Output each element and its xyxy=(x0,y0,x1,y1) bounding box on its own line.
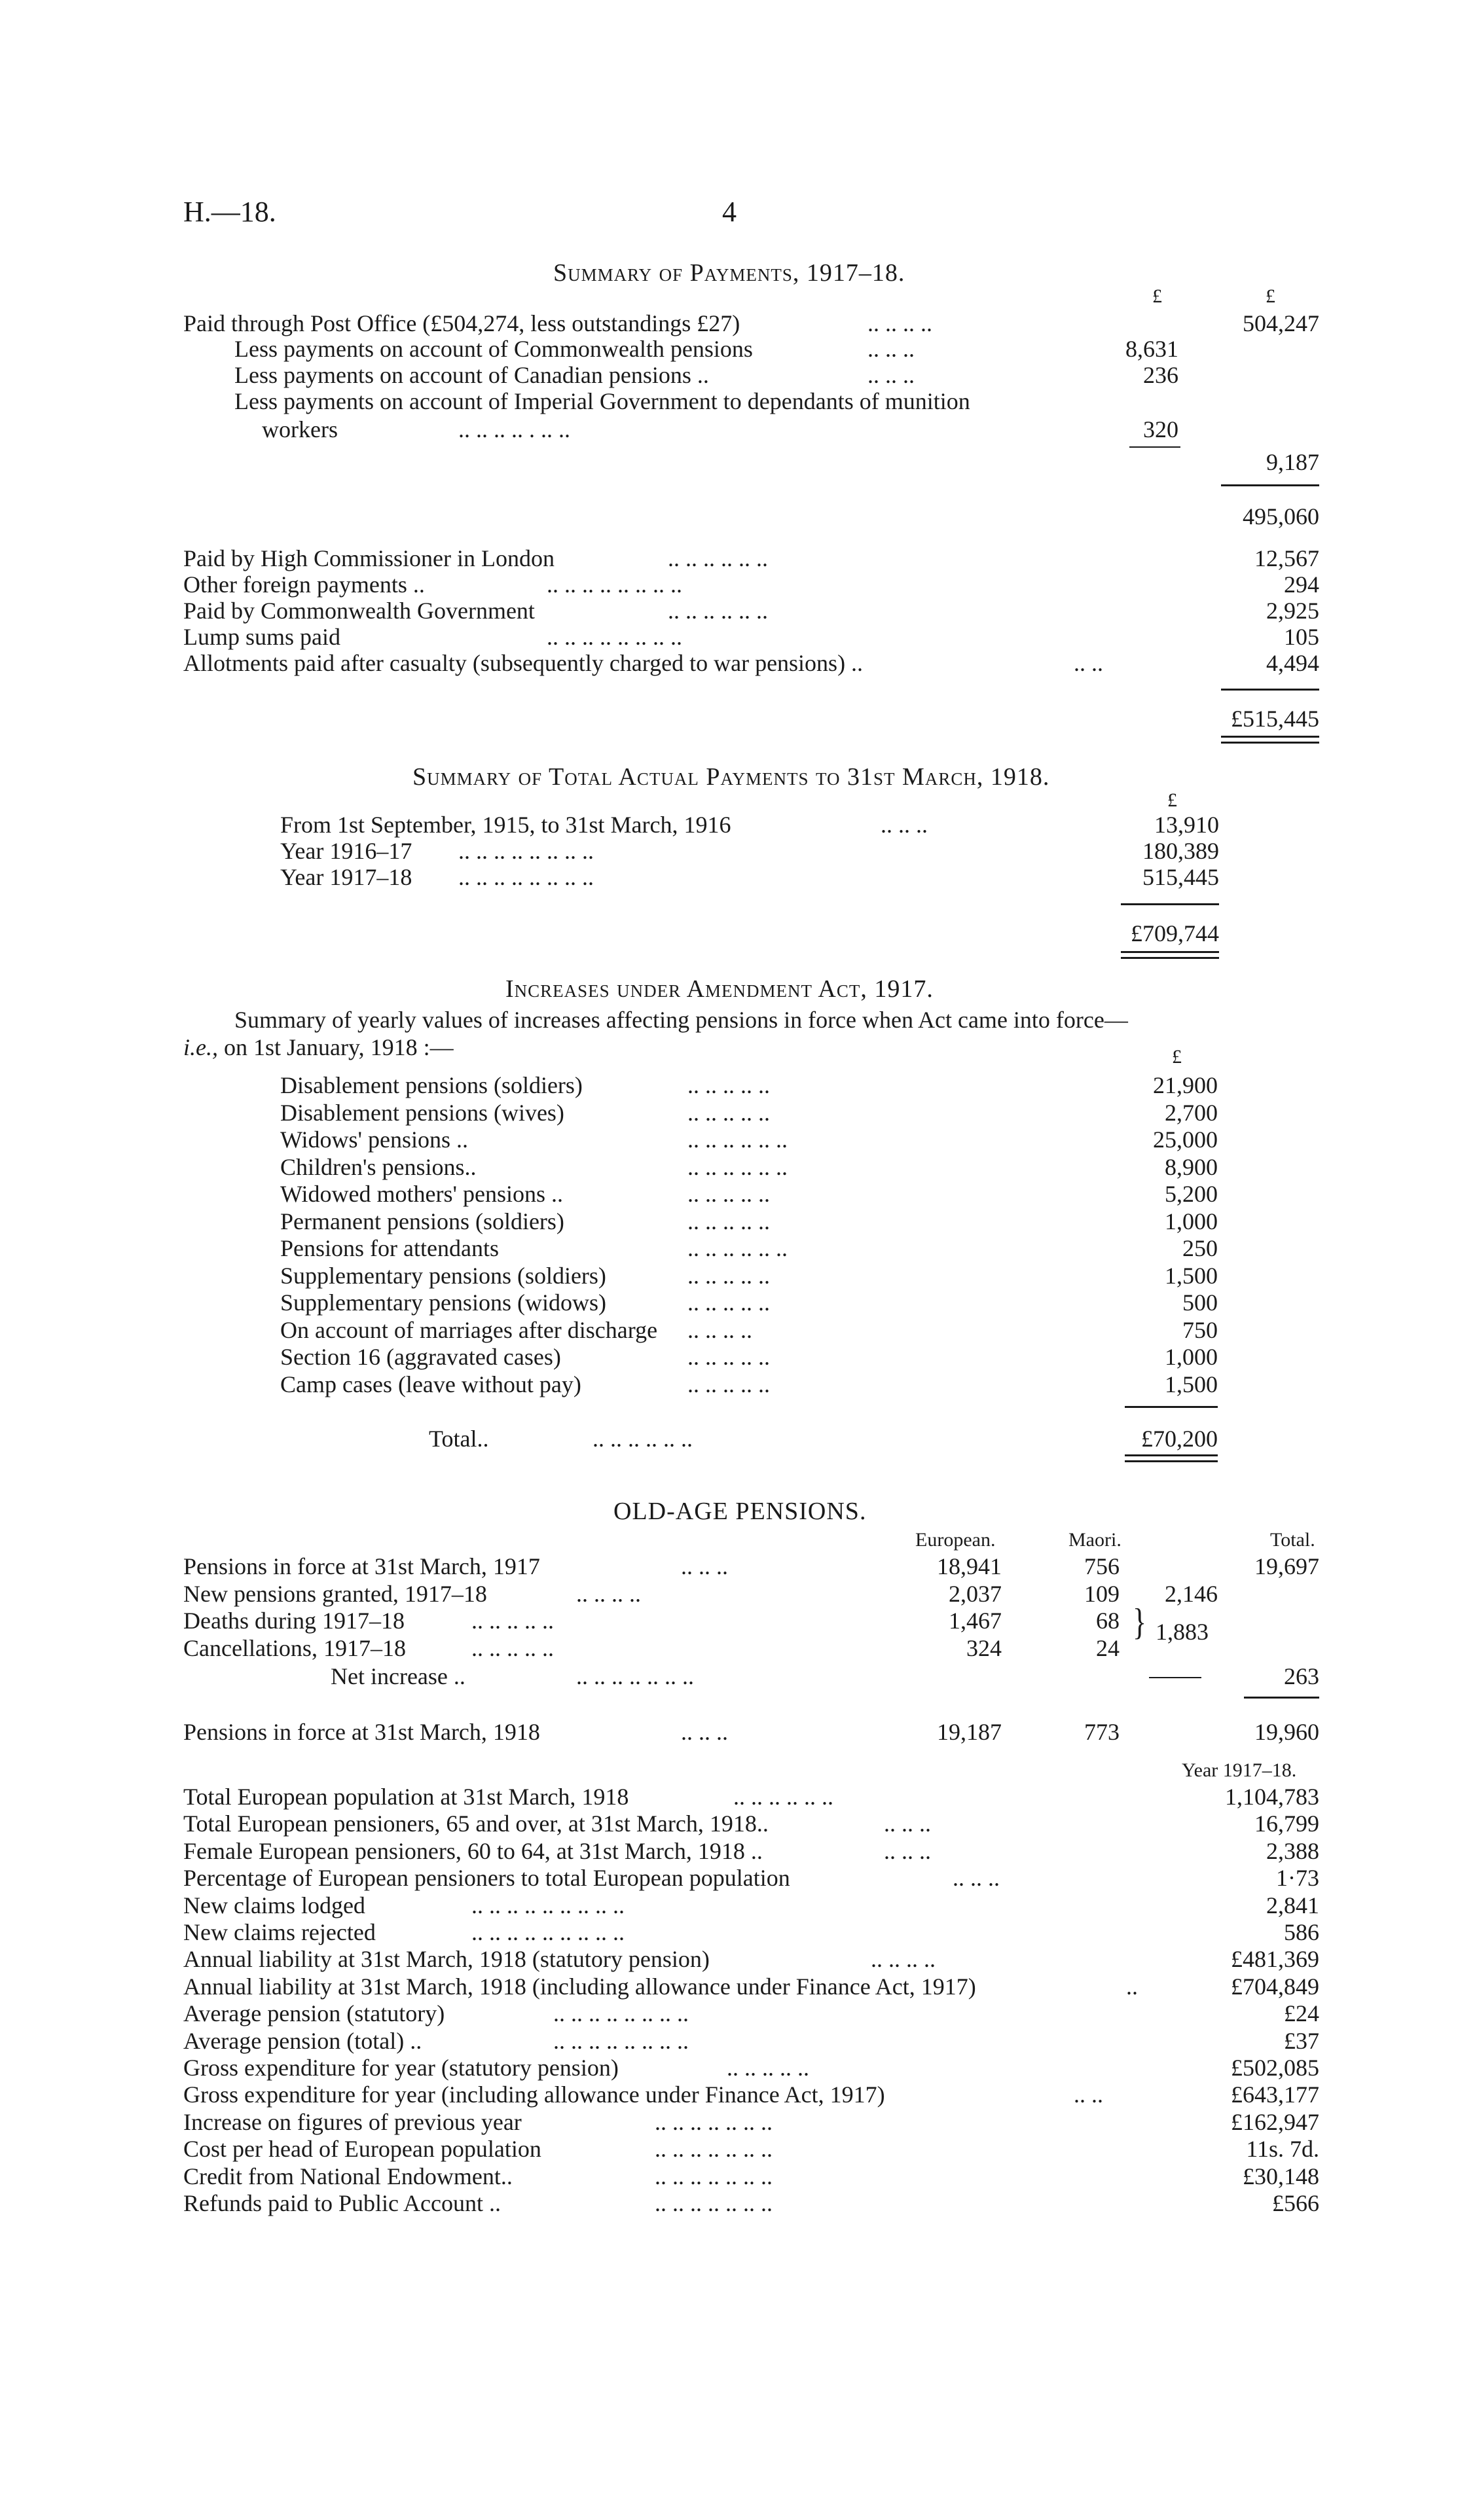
oap-row-dots: .. .. .. .. xyxy=(576,1581,641,1607)
increase-row-dots: .. .. .. .. .. xyxy=(687,1344,770,1370)
other-payment-dots: .. .. .. .. .. .. xyxy=(668,545,768,571)
col2-pound-symbol: £ xyxy=(1266,285,1275,307)
increase-row-label: Widowed mothers' pensions .. xyxy=(280,1181,563,1207)
summary-payments-title: Summary of Payments, 1917–18. xyxy=(553,259,905,287)
payment-row-label: Less payments on account of Commonwealth pensions xyxy=(234,336,753,362)
brace-symbol: } xyxy=(1133,1601,1147,1644)
increases-intro: Summary of yearly values of increases affecting pensions in force when Act came into force— xyxy=(234,1007,1128,1033)
other-payment-label: Lump sums paid xyxy=(183,624,340,650)
payments-net-amount: 495,060 xyxy=(1243,503,1319,530)
increase-row-dots: .. .. .. .. .. xyxy=(687,1371,770,1397)
stat-row-dots: .. .. .. xyxy=(884,1810,931,1837)
stat-row-dots: .. .. .. .. .. .. .. xyxy=(655,2190,773,2216)
stat-row-dots: .. .. .. .. .. .. xyxy=(733,1784,833,1810)
actual-payment-label: Year 1916–17 xyxy=(280,838,412,864)
stat-row-dots: .. .. .. xyxy=(884,1837,931,1864)
payment-row-col1: 236 xyxy=(1143,362,1178,388)
stat-row-label: Credit from National Endowment.. xyxy=(183,2163,513,2189)
payment-row-label: workers xyxy=(262,416,338,442)
net-increase-value: 263 xyxy=(1284,1663,1319,1689)
net-total-rule xyxy=(1244,1697,1319,1699)
stat-row-dots: .. .. .. .. .. .. .. .. .. xyxy=(471,1919,625,1945)
old-age-title: OLD-AGE PENSIONS. xyxy=(613,1498,867,1525)
oap-row-mid: 2,146 xyxy=(1165,1581,1218,1607)
stat-row-label: Cost per head of European population xyxy=(183,2136,541,2163)
year-header: Year 1917–18. xyxy=(1182,1759,1297,1781)
stat-row-dots: .. .. .. .. .. .. .. xyxy=(655,2108,773,2135)
actual-total-double-rule xyxy=(1121,951,1219,959)
other-payment-dots: .. .. xyxy=(1074,650,1103,676)
actual-payment-dots: .. .. .. .. .. .. .. .. xyxy=(458,864,594,890)
stat-row-value: 1·73 xyxy=(1276,1865,1319,1892)
payment-row-label: Less payments on account of Imperial Government to dependants of munition xyxy=(234,388,970,414)
oap-row-label: New pensions granted, 1917–18 xyxy=(183,1581,487,1607)
other-payment-value: 12,567 xyxy=(1254,545,1319,571)
stat-row-dots: .. .. .. .. xyxy=(871,1946,936,1973)
other-payment-dots: .. .. .. .. .. .. xyxy=(668,598,768,624)
stat-row-value: £704,849 xyxy=(1231,1973,1319,2000)
payment-row-dots: .. .. .. .. . .. .. xyxy=(458,416,570,442)
stat-row-label: New claims rejected xyxy=(183,1919,376,1945)
increase-row-value: 1,500 xyxy=(1165,1371,1218,1397)
deaths-cancellations-total: 1,883 xyxy=(1156,1619,1209,1645)
oap-row-label: Pensions in force at 31st March, 1917 xyxy=(183,1553,540,1579)
payment-row-col1: 8,631 xyxy=(1125,336,1178,362)
stat-row-label: Gross expenditure for year (statutory pension) xyxy=(183,2055,619,2081)
oap-row-european: 2,037 xyxy=(949,1581,1002,1607)
stat-row-value: £162,947 xyxy=(1231,2108,1319,2135)
increase-row-value: 1,000 xyxy=(1165,1208,1218,1234)
increase-row-value: 5,200 xyxy=(1165,1181,1218,1207)
increases-total-label: Total.. xyxy=(429,1426,489,1452)
pensions-1918-european: 19,187 xyxy=(937,1719,1002,1745)
net-increase-label: Net increase .. xyxy=(331,1663,465,1689)
actual-payment-value: 515,445 xyxy=(1142,864,1219,890)
actual-payment-dots: .. .. .. .. .. .. .. .. xyxy=(458,838,594,864)
oap-row-total: 19,697 xyxy=(1254,1553,1319,1579)
payment-row-col2: 504,247 xyxy=(1243,310,1319,336)
stat-row-label: New claims lodged xyxy=(183,1892,365,1918)
pensions-1918-total: 19,960 xyxy=(1254,1719,1319,1745)
pensions-1918-label: Pensions in force at 31st March, 1918 xyxy=(183,1719,540,1745)
payment-row-col1: 320 xyxy=(1143,416,1178,442)
increases-total-dots: .. .. .. .. .. .. xyxy=(593,1426,693,1452)
increase-row-label: Supplementary pensions (soldiers) xyxy=(280,1262,606,1289)
stat-row-label: Annual liability at 31st March, 1918 (including allowance under Finance Act, 1917) xyxy=(183,1973,976,2000)
oap-row-maori: 68 xyxy=(1096,1608,1120,1634)
stat-row-dots: .. .. .. .. .. .. .. .. .. xyxy=(471,1892,625,1918)
oap-row-dots: .. .. .. .. .. xyxy=(471,1635,554,1661)
payments-deduction-subtotal: 9,187 xyxy=(1266,449,1319,475)
increases-total-value: £70,200 xyxy=(1141,1426,1218,1452)
increase-row-value: 21,900 xyxy=(1153,1072,1218,1098)
increase-row-dots: .. .. .. .. .. xyxy=(687,1181,770,1207)
increase-row-value: 8,900 xyxy=(1165,1153,1218,1180)
stat-row-label: Increase on figures of previous year xyxy=(183,2108,522,2135)
increase-row-label: Permanent pensions (soldiers) xyxy=(280,1208,564,1234)
payment-row-label: Less payments on account of Canadian pensions .. xyxy=(234,362,709,388)
increase-row-label: Supplementary pensions (widows) xyxy=(280,1289,606,1316)
stat-row-dots: .. xyxy=(1126,1973,1138,2000)
stat-row-value: £566 xyxy=(1272,2190,1319,2216)
increase-row-dots: .. .. .. .. .. .. xyxy=(687,1153,788,1180)
other-payment-value: 105 xyxy=(1284,624,1319,650)
increase-row-dots: .. .. .. .. .. xyxy=(687,1289,770,1316)
increase-row-dots: .. .. .. .. .. xyxy=(687,1072,770,1098)
col-total-header: Total. xyxy=(1270,1529,1315,1551)
oap-row-european: 18,941 xyxy=(937,1553,1002,1579)
pensions-1918-maori: 773 xyxy=(1084,1719,1120,1745)
increases-total-rule xyxy=(1125,1406,1218,1408)
increase-row-value: 250 xyxy=(1182,1235,1218,1261)
increase-row-value: 1,500 xyxy=(1165,1262,1218,1289)
stat-row-label: Total European pensioners, 65 and over, at 31st March, 1918.. xyxy=(183,1810,769,1837)
increase-row-label: Section 16 (aggravated cases) xyxy=(280,1344,561,1370)
actual-payment-label: From 1st September, 1915, to 31st March, 1916 xyxy=(280,812,731,838)
increase-row-label: Disablement pensions (wives) xyxy=(280,1099,564,1126)
other-payment-dots: .. .. .. .. .. .. .. .. xyxy=(547,571,682,598)
payment-row-dots: .. .. .. xyxy=(867,336,915,362)
stat-row-label: Annual liability at 31st March, 1918 (statutory pension) xyxy=(183,1946,710,1973)
stat-row-value: 16,799 xyxy=(1254,1810,1319,1837)
stat-row-value: 11s. 7d. xyxy=(1246,2136,1319,2163)
net-increase-dots: .. .. .. .. .. .. .. xyxy=(576,1663,694,1689)
increase-row-value: 25,000 xyxy=(1153,1126,1218,1153)
oap-row-european: 1,467 xyxy=(949,1608,1002,1634)
stat-row-label: Average pension (statutory) xyxy=(183,2000,445,2027)
other-payment-value: 294 xyxy=(1284,571,1319,598)
other-payment-value: 2,925 xyxy=(1266,598,1319,624)
stat-row-label: Total European population at 31st March, 1918 xyxy=(183,1784,629,1810)
increases-intro-continued: i.e., on 1st January, 1918 :— xyxy=(183,1034,454,1060)
stat-row-value: 586 xyxy=(1284,1919,1319,1945)
total-double-rule xyxy=(1221,736,1319,744)
increase-row-dots: .. .. .. .. .. xyxy=(687,1262,770,1289)
payments-grand-total: £515,445 xyxy=(1231,706,1319,732)
stat-row-value: 2,841 xyxy=(1266,1892,1319,1918)
total-pound-symbol: £ xyxy=(1167,789,1177,811)
payment-row-label: Paid through Post Office (£504,274, less outstandings £27) xyxy=(183,310,740,336)
subtotal-rule xyxy=(1129,446,1180,448)
stat-row-value: £37 xyxy=(1284,2027,1319,2054)
other-payment-value: 4,494 xyxy=(1266,650,1319,676)
payment-row-dots: .. .. .. .. xyxy=(867,310,932,336)
increases-double-rule xyxy=(1125,1454,1218,1462)
col-european-header: European. xyxy=(915,1529,996,1551)
increases-title: Increases under Amendment Act, 1917. xyxy=(505,975,934,1003)
increase-row-label: Children's pensions.. xyxy=(280,1153,477,1180)
other-payment-label: Allotments paid after casualty (subsequently charged to war pensions) .. xyxy=(183,650,864,676)
stat-row-dots: .. .. .. xyxy=(953,1865,1000,1892)
increase-row-dots: .. .. .. .. .. xyxy=(687,1099,770,1126)
stat-row-label: Gross expenditure for year (including allowance under Finance Act, 1917) xyxy=(183,2081,885,2108)
document-reference: H.—18. xyxy=(183,196,276,228)
oap-row-maori: 756 xyxy=(1084,1553,1120,1579)
increase-row-label: Pensions for attendants xyxy=(280,1235,499,1261)
increases-pound-symbol: £ xyxy=(1172,1046,1182,1068)
summary-total-title: Summary of Total Actual Payments to 31st March, 1918. xyxy=(412,763,1050,791)
stat-row-label: Female European pensioners, 60 to 64, at 31st March, 1918 .. xyxy=(183,1837,763,1864)
oap-row-maori: 109 xyxy=(1084,1581,1120,1607)
other-payment-label: Paid by Commonwealth Government xyxy=(183,598,535,624)
increase-row-dots: .. .. .. .. .. .. xyxy=(687,1126,788,1153)
stat-row-value: 1,104,783 xyxy=(1225,1784,1319,1810)
page-number: 4 xyxy=(722,196,737,228)
actual-payments-total: £709,744 xyxy=(1131,920,1219,946)
pensions-1918-dots: .. .. .. xyxy=(681,1719,728,1745)
actual-payment-value: 180,389 xyxy=(1142,838,1219,864)
stat-row-dots: .. .. xyxy=(1074,2081,1103,2108)
stat-row-dots: .. .. .. .. .. xyxy=(727,2055,809,2081)
actual-payment-dots: .. .. .. xyxy=(881,812,928,838)
oap-row-dots: .. .. .. xyxy=(681,1553,728,1579)
increase-row-dots: .. .. .. .. .. .. xyxy=(687,1235,788,1261)
stat-row-label: Average pension (total) .. xyxy=(183,2027,422,2054)
oap-row-label: Deaths during 1917–18 xyxy=(183,1608,405,1634)
actual-payment-label: Year 1917–18 xyxy=(280,864,412,890)
stat-row-label: Refunds paid to Public Account .. xyxy=(183,2190,501,2216)
oap-row-european: 324 xyxy=(966,1635,1002,1661)
stat-row-value: £502,085 xyxy=(1231,2055,1319,2081)
increase-row-label: Widows' pensions .. xyxy=(280,1126,469,1153)
stat-row-dots: .. .. .. .. .. .. .. xyxy=(655,2163,773,2189)
col-maori-header: Maori. xyxy=(1068,1529,1121,1551)
stat-row-value: £24 xyxy=(1284,2000,1319,2027)
increase-row-value: 2,700 xyxy=(1165,1099,1218,1126)
increase-row-label: Disablement pensions (soldiers) xyxy=(280,1072,583,1098)
stat-row-label: Percentage of European pensioners to total European population xyxy=(183,1865,790,1892)
increase-row-dots: .. .. .. .. xyxy=(687,1316,752,1343)
oap-row-label: Cancellations, 1917–18 xyxy=(183,1635,406,1661)
stat-row-value: 2,388 xyxy=(1266,1837,1319,1864)
stat-row-value: £481,369 xyxy=(1231,1946,1319,1973)
oap-row-dots: .. .. .. .. .. xyxy=(471,1608,554,1634)
payment-row-dots: .. .. .. xyxy=(867,362,915,388)
net-rule xyxy=(1221,484,1319,486)
actual-total-rule xyxy=(1121,903,1219,905)
stat-row-dots: .. .. .. .. .. .. .. xyxy=(655,2136,773,2163)
increase-row-label: Camp cases (leave without pay) xyxy=(280,1371,581,1397)
increase-row-label: On account of marriages after discharge xyxy=(280,1316,658,1343)
stat-row-dots: .. .. .. .. .. .. .. .. xyxy=(553,2000,689,2027)
oap-row-maori: 24 xyxy=(1096,1635,1120,1661)
col1-pound-symbol: £ xyxy=(1152,285,1162,307)
actual-payment-value: 13,910 xyxy=(1154,812,1219,838)
other-payment-dots: .. .. .. .. .. .. .. .. xyxy=(547,624,682,650)
increase-row-value: 1,000 xyxy=(1165,1344,1218,1370)
increase-row-value: 750 xyxy=(1182,1316,1218,1343)
net-increase-rule xyxy=(1149,1677,1201,1678)
other-payment-label: Paid by High Commissioner in London xyxy=(183,545,555,571)
other-payment-label: Other foreign payments .. xyxy=(183,571,425,598)
increase-row-value: 500 xyxy=(1182,1289,1218,1316)
increase-row-dots: .. .. .. .. .. xyxy=(687,1208,770,1234)
total-rule xyxy=(1221,689,1319,691)
stat-row-value: £30,148 xyxy=(1243,2163,1319,2189)
stat-row-value: £643,177 xyxy=(1231,2081,1319,2108)
stat-row-dots: .. .. .. .. .. .. .. .. xyxy=(553,2027,689,2054)
